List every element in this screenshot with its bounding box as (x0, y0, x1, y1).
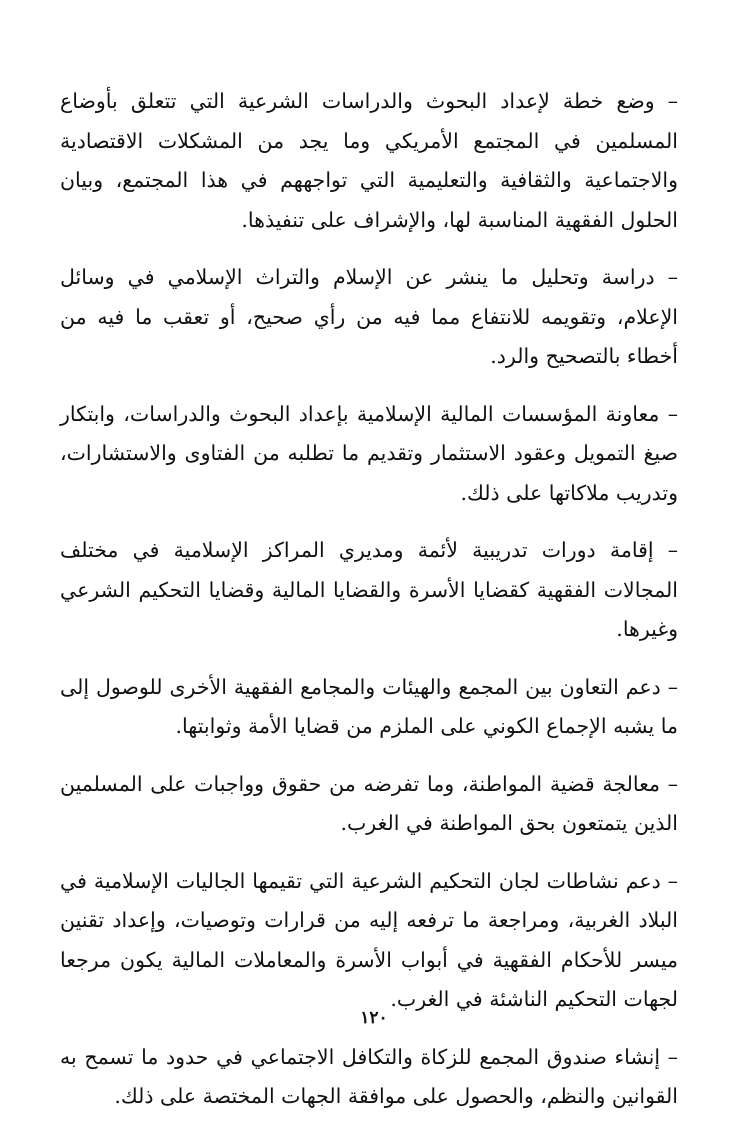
paragraph-financial-institutions: – معاونة المؤسسات المالية الإسلامية بإعداد البحوث والدراسات، وابتكار صيغ التمويل وعقود الاستثمار وتقديم ما تطلبه من الفتاوى والاستشارات، وتدريب ملاكاتها على ذلك. (60, 401, 678, 505)
paragraph-cooperation: – دعم التعاون بين المجمع والهيئات والمجامع الفقهية الأخرى للوصول إلى ما يشبه الإجماع الكوني على الملزم من قضايا الأمة وثوابتها. (60, 674, 678, 738)
page-body (60, 82, 678, 1135)
paragraph-research-plan: – وضع خطة لإعداد البحوث والدراسات الشرعية التي تتعلق بأوضاع المسلمين في المجتمع الأمريكي وما يجد من المشكلات الاقتصادية والاجتماعية والثقافية والتعليمية التي تواجههم في هذا المجتمع، وبيان الحلول الفقهية المناسبة لها، والإشراف على تنفيذها. (60, 89, 678, 232)
page-number: ١٢٠ (360, 1008, 388, 1028)
paragraph-media-analysis: – دراسة وتحليل ما ينشر عن الإسلام والتراث الإسلامي في وسائل الإعلام، وتقويمه للانتفاع مما فيه من رأي صحيح، أو تعقب ما فيه من أخطاء بالتصحيح والرد. (60, 265, 678, 368)
paragraph-arbitration: – دعم نشاطات لجان التحكيم الشرعية التي تقيمها الجاليات الإسلامية في البلاد الغربية، ومراجعة ما ترفعه إليه من قرارات وتوصيات، وإعداد تقنين ميسر للأحكام الفقهية في أبواب الأسرة والمعاملات المالية يكون مرجعا لجهات التحكيم الناشئة في الغرب. (60, 868, 678, 1011)
paragraph-zakat-fund: – إنشاء صندوق المجمع للزكاة والتكافل الاجتماعي في حدود ما تسمح به القوانين والنظم، والحصول على موافقة الجهات المختصة على ذلك. (60, 1044, 678, 1108)
paragraph-training-courses: – إقامة دورات تدريبية لأئمة ومديري المراكز الإسلامية في مختلف المجالات الفقهية كقضايا الأسرة والقضايا المالية وقضايا التحكيم الشرعي وغيرها. (60, 538, 678, 641)
paragraph-citizenship: – معالجة قضية المواطنة، وما تفرضه من حقوق وواجبات على المسلمين الذين يتمتعون بحق المواطنة في الغرب. (60, 771, 678, 835)
